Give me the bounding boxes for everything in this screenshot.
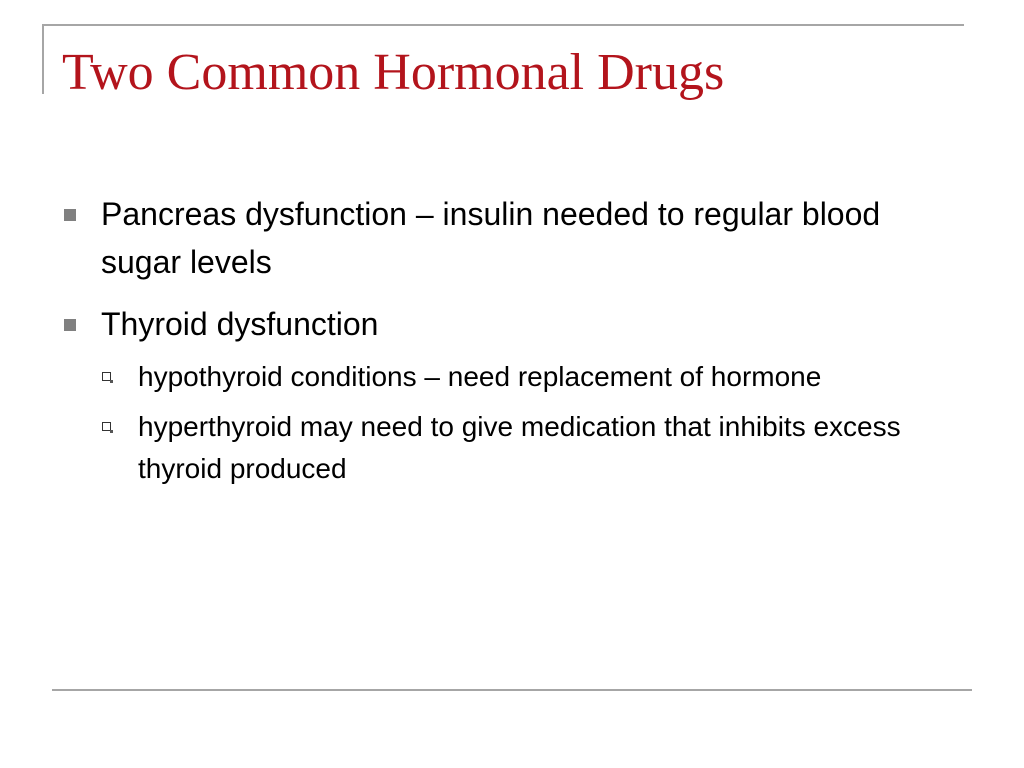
- hollow-square-bullet-icon: [102, 372, 111, 381]
- thyroid-sub-list: [60, 356, 940, 490]
- square-bullet-icon: [64, 319, 76, 331]
- bullet-item-pancreas: [60, 190, 940, 286]
- square-bullet-icon: [64, 209, 76, 221]
- hollow-square-bullet-icon: [102, 422, 111, 431]
- sub-bullet-item-hypothyroid: [60, 356, 940, 398]
- slide-title: Two Common Hormonal Drugs: [62, 44, 725, 101]
- sub-bullet-text: hyperthyroid may need to give medication that inhibits excess thyroid produced: [138, 411, 901, 484]
- bullet-item-thyroid: [60, 300, 940, 348]
- sub-bullet-text: hypothyroid conditions – need replacement of hormone: [138, 361, 822, 392]
- left-frame-line: [42, 24, 44, 94]
- footer-divider-line: [52, 689, 972, 691]
- bullet-text: Pancreas dysfunction – insulin needed to regular blood sugar levels: [101, 196, 881, 280]
- sub-bullet-item-hyperthyroid: [60, 406, 940, 490]
- bullet-text: Thyroid dysfunction: [101, 306, 379, 342]
- slide-body: [60, 190, 940, 498]
- top-frame-line: [42, 24, 964, 26]
